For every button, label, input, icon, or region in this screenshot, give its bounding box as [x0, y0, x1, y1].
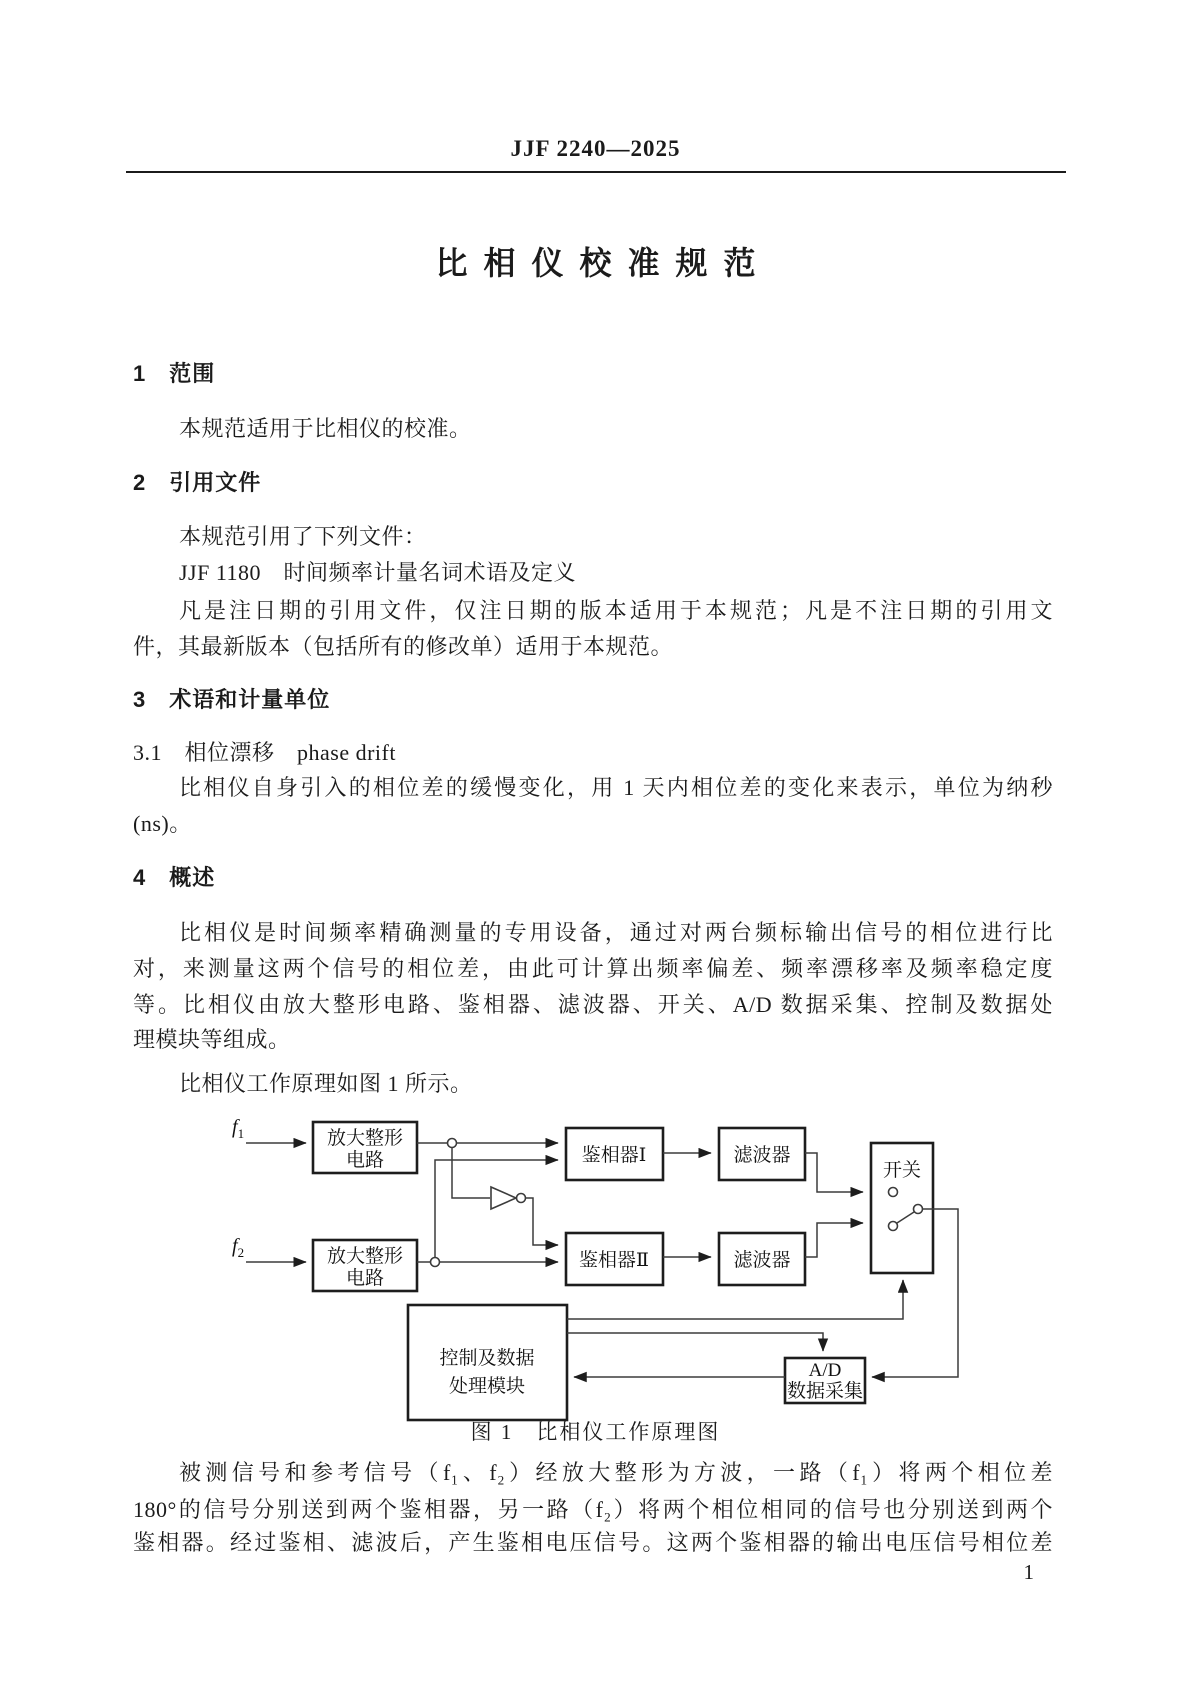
- switch-contact-2: [889, 1222, 898, 1231]
- figure-paragraph-line-2: 180°的信号分别送到两个鉴相器，另一路（f₂）将两个相位相同的信号也分别送到两个: [133, 1497, 1053, 1522]
- adc-label-2: 数据采集: [786, 1381, 864, 1402]
- figure-paragraph-line-3: 鉴相器。经过鉴相、滤波后，产生鉴相电压信号。这两个鉴相器的输出电压信号相位差: [133, 1530, 1053, 1555]
- input-f2-label: $f_2$: [232, 1235, 245, 1260]
- amplifier-shaper-1-label-2: 电路: [345, 1150, 385, 1171]
- amplifier-shaper-2-label-2: 电路: [345, 1268, 385, 1289]
- phase-detector-1-label: 鉴相器Ⅰ: [581, 1145, 647, 1166]
- section-4-heading: 4 概述: [133, 865, 216, 890]
- section-2-heading: 2 引用文件: [133, 470, 262, 495]
- phase-detector-2-label: 鉴相器Ⅱ: [579, 1250, 649, 1271]
- switch-contact-1: [889, 1188, 898, 1197]
- input-f1-label: $f_1$: [232, 1116, 245, 1141]
- switch-label: 开关: [882, 1160, 922, 1181]
- section-4-line-2: 对，来测量这两个信号的相位差，由此可计算出频率偏差、频率漂移率及频率稳定度: [133, 956, 1053, 981]
- figure-paragraph-line-1: 被测信号和参考信号（f₁、f₂）经放大整形为方波，一路（f₁）将两个相位差: [179, 1460, 1053, 1485]
- wire-inverter-to-detector2: [526, 1198, 558, 1245]
- filter-2-label: 滤波器: [733, 1250, 791, 1271]
- header-rule: [126, 171, 1066, 173]
- section-2-line-1: 本规范引用了下列文件：: [179, 524, 427, 549]
- section-4-line-5: 比相仪工作原理如图 1 所示。: [179, 1071, 473, 1096]
- section-3-line-2: (ns)。: [133, 811, 192, 836]
- section-4-line-1: 比相仪是时间频率精确测量的专用设备，通过对两台频标输出信号的相位进行比: [179, 920, 1053, 945]
- wire-f2-to-detector1: [435, 1160, 558, 1262]
- section-1-paragraph: 本规范适用于比相仪的校准。: [179, 416, 472, 441]
- figure-1-block-diagram: [180, 1100, 980, 1430]
- section-4-line-4: 理模块等组成。: [133, 1027, 291, 1052]
- page-number: 1: [1023, 1560, 1034, 1584]
- section-3-line-1: 比相仪自身引入的相位差的缓慢变化，用 1 天内相位差的变化来表示，单位为纳秒: [179, 775, 1053, 800]
- figure-1-caption: 图 1 比相仪工作原理图: [470, 1420, 721, 1444]
- wire-filter1-to-switch: [805, 1153, 863, 1192]
- adc-label-1: A/D: [808, 1360, 842, 1381]
- amplifier-shaper-1-label-1: 放大整形: [326, 1128, 404, 1149]
- section-3-heading: 3 术语和计量单位: [133, 687, 331, 712]
- document-code: JJF 2240—2025: [510, 136, 681, 161]
- wire-f1-to-inverter: [452, 1143, 490, 1198]
- junction-f2: [431, 1258, 440, 1267]
- section-2-line-4: 件，其最新版本（包括所有的修改单）适用于本规范。: [133, 634, 674, 659]
- switch-pole: [914, 1205, 923, 1214]
- section-1-heading: 1 范围: [133, 361, 216, 386]
- document-title: 比相仪校准规范: [435, 245, 772, 281]
- section-4-line-3: 等。比相仪由放大整形电路、鉴相器、滤波器、开关、A/D 数据采集、控制及数据处: [133, 992, 1053, 1017]
- junction-f1: [448, 1139, 457, 1148]
- wire-control-to-adc: [567, 1333, 823, 1351]
- wire-filter2-to-switch: [805, 1223, 863, 1257]
- inverter-triangle: [491, 1187, 516, 1209]
- section-2-line-2: JJF 1180 时间频率计量名词术语及定义: [179, 560, 577, 585]
- control-module-label-2: 处理模块: [448, 1376, 526, 1397]
- amplifier-shaper-2-label-1: 放大整形: [326, 1246, 404, 1267]
- control-module-label-1: 控制及数据: [439, 1348, 535, 1369]
- section-3-term: 3.1 相位漂移 phase drift: [133, 740, 396, 765]
- inverter-bubble: [517, 1194, 526, 1203]
- filter-1-label: 滤波器: [733, 1145, 791, 1166]
- section-2-line-3: 凡是注日期的引用文件，仅注日期的版本适用于本规范；凡是不注日期的引用文: [179, 598, 1053, 623]
